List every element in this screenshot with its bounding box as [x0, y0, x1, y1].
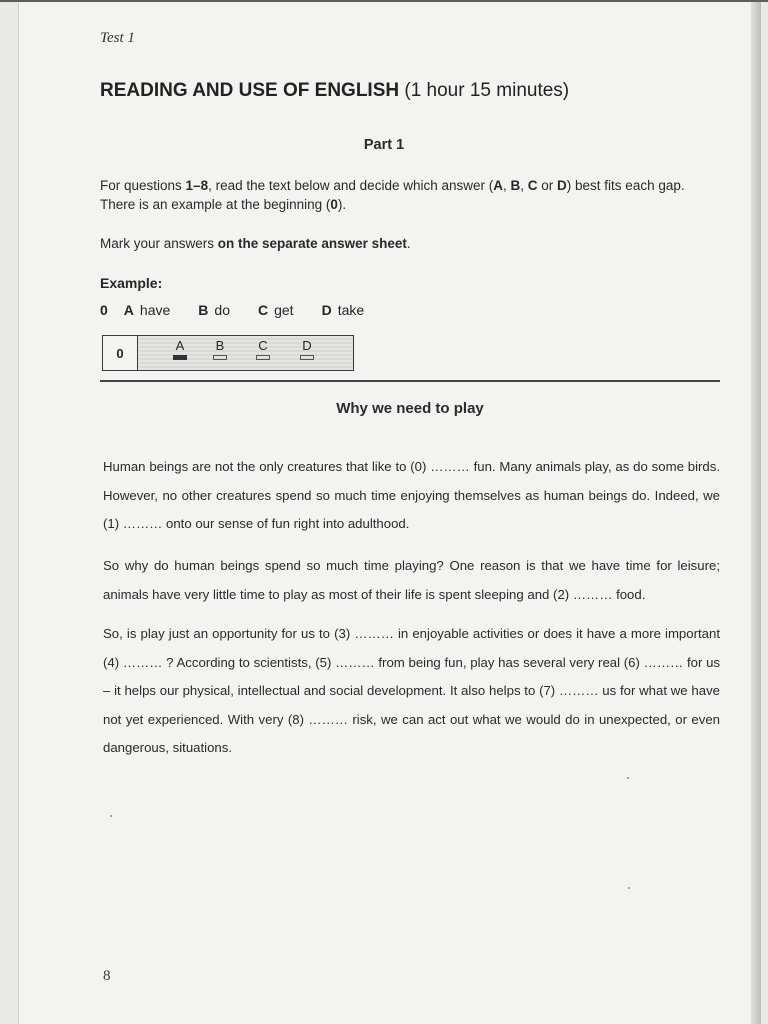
answer-letter: C — [258, 338, 268, 353]
instr-text: For questions — [100, 178, 186, 193]
answer-cell-d — [295, 338, 319, 360]
answer-bubble-filled — [173, 355, 187, 360]
instr-text: ) best fits each gap. — [566, 178, 685, 193]
answer-bubble — [213, 355, 227, 360]
instr-text: . — [406, 236, 411, 251]
instr-text: or — [537, 178, 558, 193]
instr-text: There is an example at the beginning ( — [100, 197, 331, 212]
mark-answers-instruction — [100, 234, 725, 253]
answer-letter: A — [175, 338, 185, 353]
paragraph-3: So, is play just an opportunity for us to (3) ……… in enjoyable activities or does it have a more important (4) ……… ? According to scientists, (5) ……… from being fun, play has several very real (6) ……… for us – it helps our physical, intellectual and social development. It also helps to (7) ……… us for what we have not yet experienced. With very (8) ……… risk, we can act out what we would do in unexpected, or even dangerous, situations. — [103, 626, 720, 755]
instr-text: Mark your answers — [100, 236, 218, 251]
answer-cell-a — [168, 338, 192, 360]
page-edge-shadow — [751, 0, 761, 1024]
scan-speck — [628, 887, 630, 889]
instructions — [100, 176, 725, 214]
instr-bold: on the separate answer sheet — [217, 236, 407, 251]
answer-bubble — [300, 355, 314, 360]
part-heading: Part 1 — [363, 137, 405, 153]
page-number: 8 — [103, 968, 111, 984]
option-word: take — [337, 302, 365, 318]
answer-letter: D — [302, 338, 312, 353]
answer-bubble — [256, 355, 270, 360]
answer-letter: B — [215, 338, 225, 353]
answer-sheet-number: 0 — [103, 336, 138, 370]
section-title-duration: (1 hour 15 minutes) — [399, 80, 570, 101]
answer-cell-c — [251, 338, 275, 360]
example-answer-sheet — [102, 335, 354, 371]
option-word: have — [139, 302, 171, 318]
option-letter: D — [321, 302, 332, 318]
instr-bold: A — [493, 178, 503, 193]
option-letter: C — [257, 302, 269, 318]
option-letter: B — [198, 302, 209, 318]
option-word: do — [214, 302, 230, 318]
instr-bold: C — [527, 178, 538, 193]
instr-text: ). — [337, 197, 347, 212]
scan-speck — [110, 815, 112, 817]
option-letter: A — [123, 302, 134, 318]
answer-sheet-grid — [138, 336, 353, 370]
answer-cell-b — [208, 338, 232, 360]
instr-text: , — [520, 178, 528, 193]
example-option-c — [258, 302, 294, 318]
paragraph-2: So why do human beings spend so much time playing? One reason is that we have time for leisure; animals have very little time to play as most of their life is spent sleeping and (2) ……… food. — [103, 558, 720, 602]
paragraph-1: Human beings are not the only creatures that like to (0) ……… fun. Many animals play, as do some birds. However, no other creatures spend so much time enjoying themselves as human beings do. Indeed, we (1) ……… onto our sense of fun right into adulthood. — [103, 459, 720, 531]
example-label: Example: — [100, 275, 163, 291]
example-option-d — [322, 302, 365, 318]
scan-speck — [627, 777, 629, 779]
example-number: 0 — [100, 302, 108, 318]
instr-bold: B — [510, 178, 521, 193]
instr-text: , read the text below and decide which answer ( — [208, 178, 494, 193]
section-title — [100, 80, 569, 102]
instr-bold: D — [557, 178, 567, 193]
example-option-b — [198, 302, 230, 318]
instr-bold: 0 — [330, 197, 338, 212]
text-title: Why we need to play — [336, 400, 484, 417]
instr-text: , — [503, 178, 511, 193]
section-title-bold: READING AND USE OF ENGLISH — [100, 80, 400, 101]
divider-rule — [100, 380, 720, 382]
example-option-a — [100, 302, 170, 318]
option-word: get — [274, 302, 294, 318]
instr-bold: 1–8 — [185, 178, 209, 193]
example-options — [100, 302, 392, 318]
top-edge-line — [0, 0, 768, 2]
running-head: Test 1 — [100, 30, 135, 46]
